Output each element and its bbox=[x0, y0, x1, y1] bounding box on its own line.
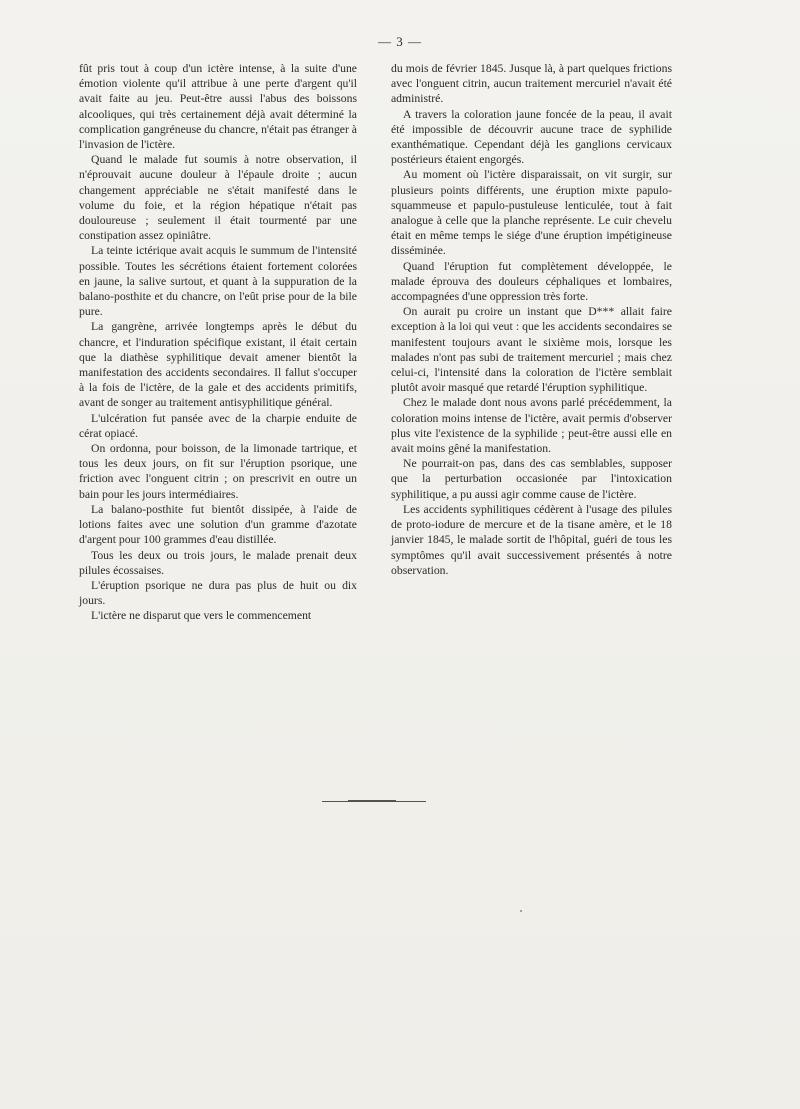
paragraph: La gangrène, arrivée longtemps après le début du chancre, et l'induration spécifique existant, il était certain que la diathèse syphilitique devait amener bientôt la manifestation des accidents secondaires. Il fallut s'occuper à la fois de l'ictère, de la gale et des accidents primitifs, avant de songer au traitement antisyphilitique général. bbox=[79, 320, 357, 410]
paragraph: Quand l'éruption fut complètement développée, le malade éprouva des douleurs céphaliques et lombaires, accompagnées d'une oppression très forte. bbox=[391, 259, 672, 304]
paragraph: La teinte ictérique avait acquis le summum de l'intensité possible. Toutes les sécrétions étaient fortement colorées en jaune, la salive surtout, et quant à la suppuration de la balano-posthite et du chancre, on l'eût prise pour de la bile pure. bbox=[79, 244, 357, 319]
paragraph: Chez le malade dont nous avons parlé précédemment, la coloration moins intense de l'ictère, avait permis d'observer plus vite l'existence de la syphilide ; peut-être aussi elle en avait moins gêné la manifestation. bbox=[391, 396, 672, 456]
paper-speck bbox=[520, 910, 522, 912]
paragraph: On aurait pu croire un instant que D*** allait faire exception à la loi qui veut : que les accidents secondaires se manifestent toujours avant le sixième mois, lorsque les malades n'ont pas subi de traitement mercuriel ; mais chez celui-ci, l'intensité dans la coloration de l'ictère semblait plutôt avoir masqué que retardé l'éruption syphilitique. bbox=[391, 305, 672, 395]
paragraph: fût pris tout à coup d'un ictère intense, à la suite d'une émotion violente qu'il attribue à une perte d'argent qu'il avait faite au jeu. Peut-être aussi l'abus des boissons alcooliques, qui très certainement déjà avait déterminé la complication gangréneuse du chancre, n'était pas étranger à l'invasion de l'ictère. bbox=[79, 62, 357, 152]
end-rule-divider bbox=[322, 801, 426, 802]
page-number: — 3 — bbox=[378, 34, 422, 49]
paragraph: Au moment où l'ictère disparaissait, on vit surgir, sur plusieurs points différents, une éruption mixte papulo-squammeuse et papulo-pustuleuse lenticulée, tout à fait analogue à celle que la planche représente. Le cuir chevelu était en même temps le siége d'une éruption impétigineuse disséminée. bbox=[391, 168, 672, 258]
paragraph: L'éruption psorique ne dura pas plus de huit ou dix jours. bbox=[79, 578, 357, 608]
paragraph: On ordonna, pour boisson, de la limonade tartrique, et tous les deux jours, on fit sur l'éruption psorique, une friction avec l'onguent citrin ; on prescrivit en outre un bain pour les jours intermédiaires. bbox=[79, 442, 357, 501]
paragraph: A travers la coloration jaune foncée de la peau, il avait été impossible de découvrir aucune trace de syphilide exanthématique. Cependant déjà les ganglions cervicaux postérieurs étaient engorgés. bbox=[391, 107, 672, 167]
paragraph: La balano-posthite fut bientôt dissipée, à l'aide de lotions faites avec une solution d'un gramme d'azotate d'argent pour 100 grammes d'eau distillée. bbox=[79, 502, 357, 547]
paragraph: Tous les deux ou trois jours, le malade prenait deux pilules écossaises. bbox=[79, 548, 357, 577]
paragraph: Les accidents syphilitiques cédèrent à l'usage des pilules de proto-iodure de mercure et de la tisane amère, et le 18 janvier 1845, le malade sortit de l'hôpital, guéri de tous les symptômes qu'il avait successivement présentés à notre observation. bbox=[391, 502, 672, 577]
paragraph: du mois de février 1845. Jusque là, à part quelques frictions avec l'onguent citrin, aucun traitement mercuriel n'avait été administré. bbox=[391, 62, 672, 106]
paragraph: L'ictère ne disparut que vers le commencement bbox=[91, 609, 312, 623]
left-column bbox=[79, 61, 357, 624]
paragraph: Ne pourrait-on pas, dans des cas semblables, supposer que la perturbation occasionée par l'intoxication syphilitique, a pu aussi agir comme cause de l'ictère. bbox=[391, 457, 672, 501]
paragraph: Quand le malade fut soumis à notre observation, il n'éprouvait aucune douleur à l'épaule droite ; aucun changement appréciable ne s'était manifesté dans le volume du foie, et la région hépatique n'était pas douloureuse ; seulement il était tourmenté par une constipation assez opiniâtre. bbox=[79, 153, 357, 243]
paragraph: L'ulcération fut pansée avec de la charpie enduite de cérat opiacé. bbox=[79, 411, 357, 440]
right-column bbox=[391, 61, 672, 578]
